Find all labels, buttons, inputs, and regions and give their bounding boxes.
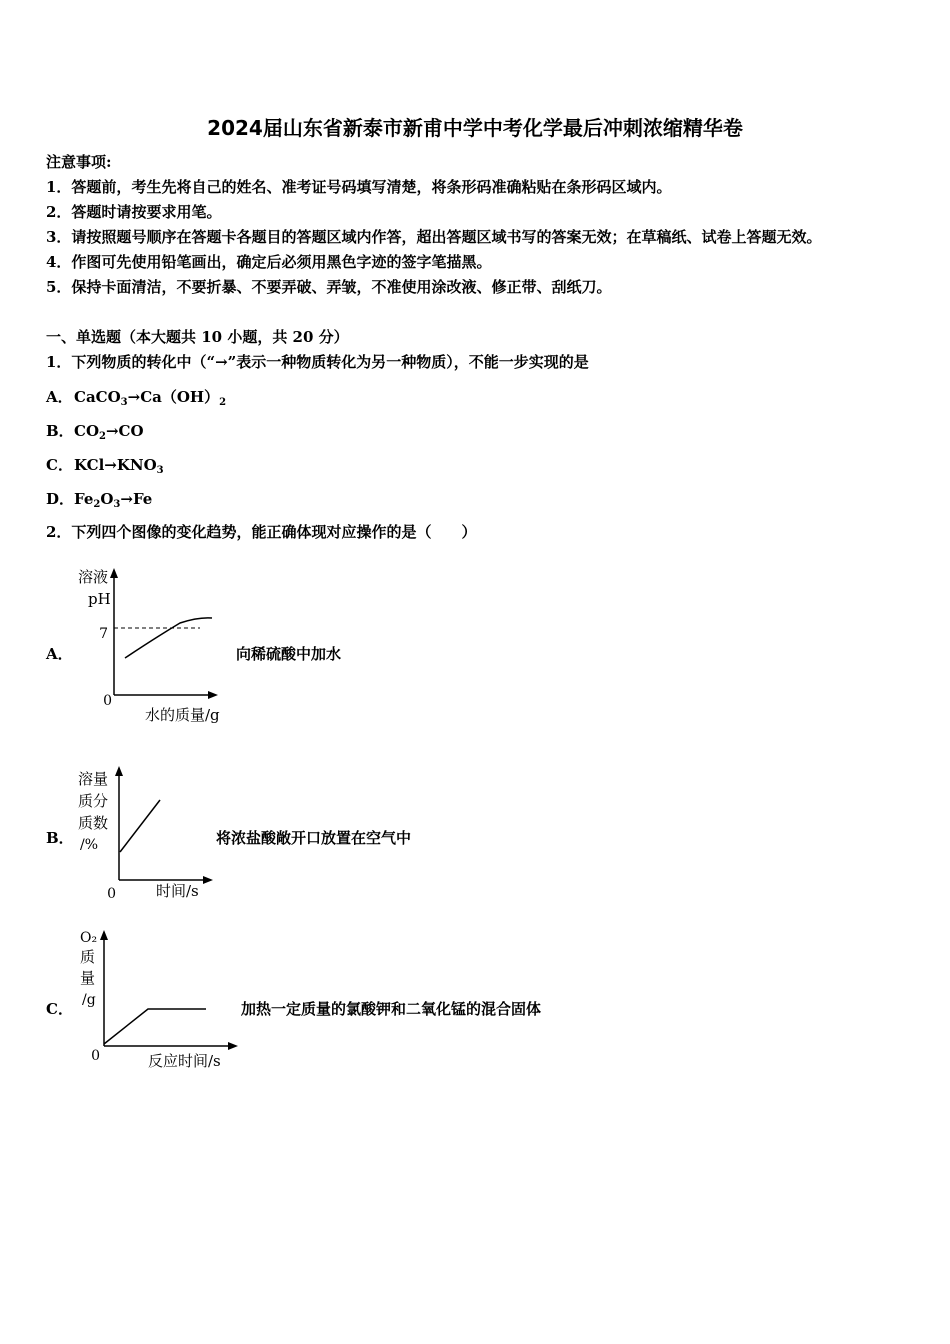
graph-b-y-arrow	[115, 766, 123, 776]
notice-item: 4．作图可先使用铅笔画出，确定后必须用黑色字迹的签字笔描黑。	[46, 253, 492, 271]
graph-b-caption: 将浓盐酸敞开口放置在空气中	[216, 829, 412, 847]
graph-a-caption: 向稀硫酸中加水	[236, 645, 342, 663]
question-1-stem: 1．下列物质的转化中（“→”表示一种物质转化为另一种物质），不能一步实现的是	[46, 353, 589, 371]
question-2-stem: 2．下列四个图像的变化趋势，能正确体现对应操作的是（ ）	[46, 523, 477, 541]
graph-b	[70, 758, 230, 908]
formula-subscript: 3	[156, 465, 164, 476]
formula-subscript: 2	[93, 499, 101, 510]
notice-item: 5．保持卡面清洁，不要折暴、不要弄破、弄皱，不准使用涂改液、修正带、刮纸刀。	[46, 278, 612, 296]
notice-item: 2．答题时请按要求用笔。	[46, 203, 222, 221]
graph-b-ylabel: 质数	[78, 814, 109, 832]
graph-b-ylabel: /%	[80, 837, 99, 853]
graph-a-ylabel: 溶液	[78, 568, 109, 586]
graph-a-x-arrow	[208, 691, 218, 699]
graph-a-curve	[125, 618, 212, 658]
formula-part: CO	[74, 422, 100, 440]
graph-a-y-arrow	[110, 568, 118, 578]
graph-b-line	[120, 800, 160, 852]
graph-c	[70, 922, 250, 1082]
graph-c-x-arrow	[228, 1042, 238, 1050]
question-1-option-c[interactable]	[46, 454, 164, 476]
formula-part: →CO	[105, 422, 144, 440]
formula-part: O	[100, 490, 114, 508]
notice-item: 1．答题前，考生先将自己的姓名、准考证号码填写清楚，将条形码准确粘贴在条形码区域内。	[46, 178, 672, 196]
graph-b-origin: 0	[107, 886, 116, 902]
formula-part: CaCO	[74, 388, 121, 406]
formula-part: →Fe	[120, 490, 153, 508]
option-label: C．	[46, 456, 73, 474]
notice-heading: 注意事项:	[46, 153, 112, 171]
option-label: D．	[46, 490, 75, 508]
question-1-option-b[interactable]	[46, 420, 144, 442]
graph-b-x-arrow	[203, 876, 213, 884]
graph-c-curve	[104, 1009, 206, 1044]
graph-c-origin: 0	[91, 1048, 100, 1064]
formula-subscript: 3	[113, 499, 121, 510]
question-1-option-a[interactable]	[46, 386, 226, 408]
graph-b-xlabel: 时间/s	[156, 882, 199, 900]
graph-c-caption: 加热一定质量的氯酸钾和二氧化锰的混合固体	[241, 1000, 542, 1018]
graph-b-ylabel: 溶量	[78, 770, 109, 788]
graph-c-ylabel: /g	[82, 992, 96, 1008]
formula-part: Fe	[74, 490, 94, 508]
formula-subscript: 2	[219, 397, 227, 408]
graph-b-ylabel: 质分	[78, 792, 109, 810]
section-heading: 一、单选题（本大题共 10 小题，共 20 分）	[46, 328, 349, 346]
graph-a-xlabel: 水的质量/g	[145, 706, 220, 724]
formula-subscript: 3	[120, 397, 128, 408]
graph-c-ylabel: 量	[80, 969, 96, 987]
graph-c-ylabel: 质	[80, 948, 96, 966]
option-label: A．	[46, 388, 73, 406]
graph-c-y-arrow	[100, 930, 108, 940]
notice-item: 3．请按照题号顺序在答题卡各题目的答题区域内作答，超出答题区域书写的答案无效；在草稿纸、试卷上答题无效。	[46, 228, 822, 246]
question-2-option-c-label[interactable]: C．	[46, 1000, 73, 1018]
graph-c-xlabel: 反应时间/s	[148, 1052, 221, 1070]
question-2-option-b-label[interactable]: B．	[46, 829, 74, 847]
page-title: 2024届山东省新泰市新甫中学中考化学最后冲刺浓缩精华卷	[207, 116, 743, 140]
graph-c-ylabel: O₂	[80, 930, 98, 946]
graph-a-origin: 0	[103, 693, 112, 709]
formula-part: KCl→KNO	[74, 456, 157, 474]
question-2-option-a-label[interactable]: A．	[46, 645, 73, 663]
graph-a-ylabel: pH	[88, 590, 111, 608]
graph-a-ref-tick: 7	[99, 626, 108, 642]
formula-part: →Ca（OH）	[127, 388, 220, 406]
formula-subscript: 2	[99, 431, 106, 442]
graph-a	[70, 560, 240, 730]
option-label: B．	[46, 422, 74, 440]
question-1-option-d[interactable]	[46, 488, 152, 510]
